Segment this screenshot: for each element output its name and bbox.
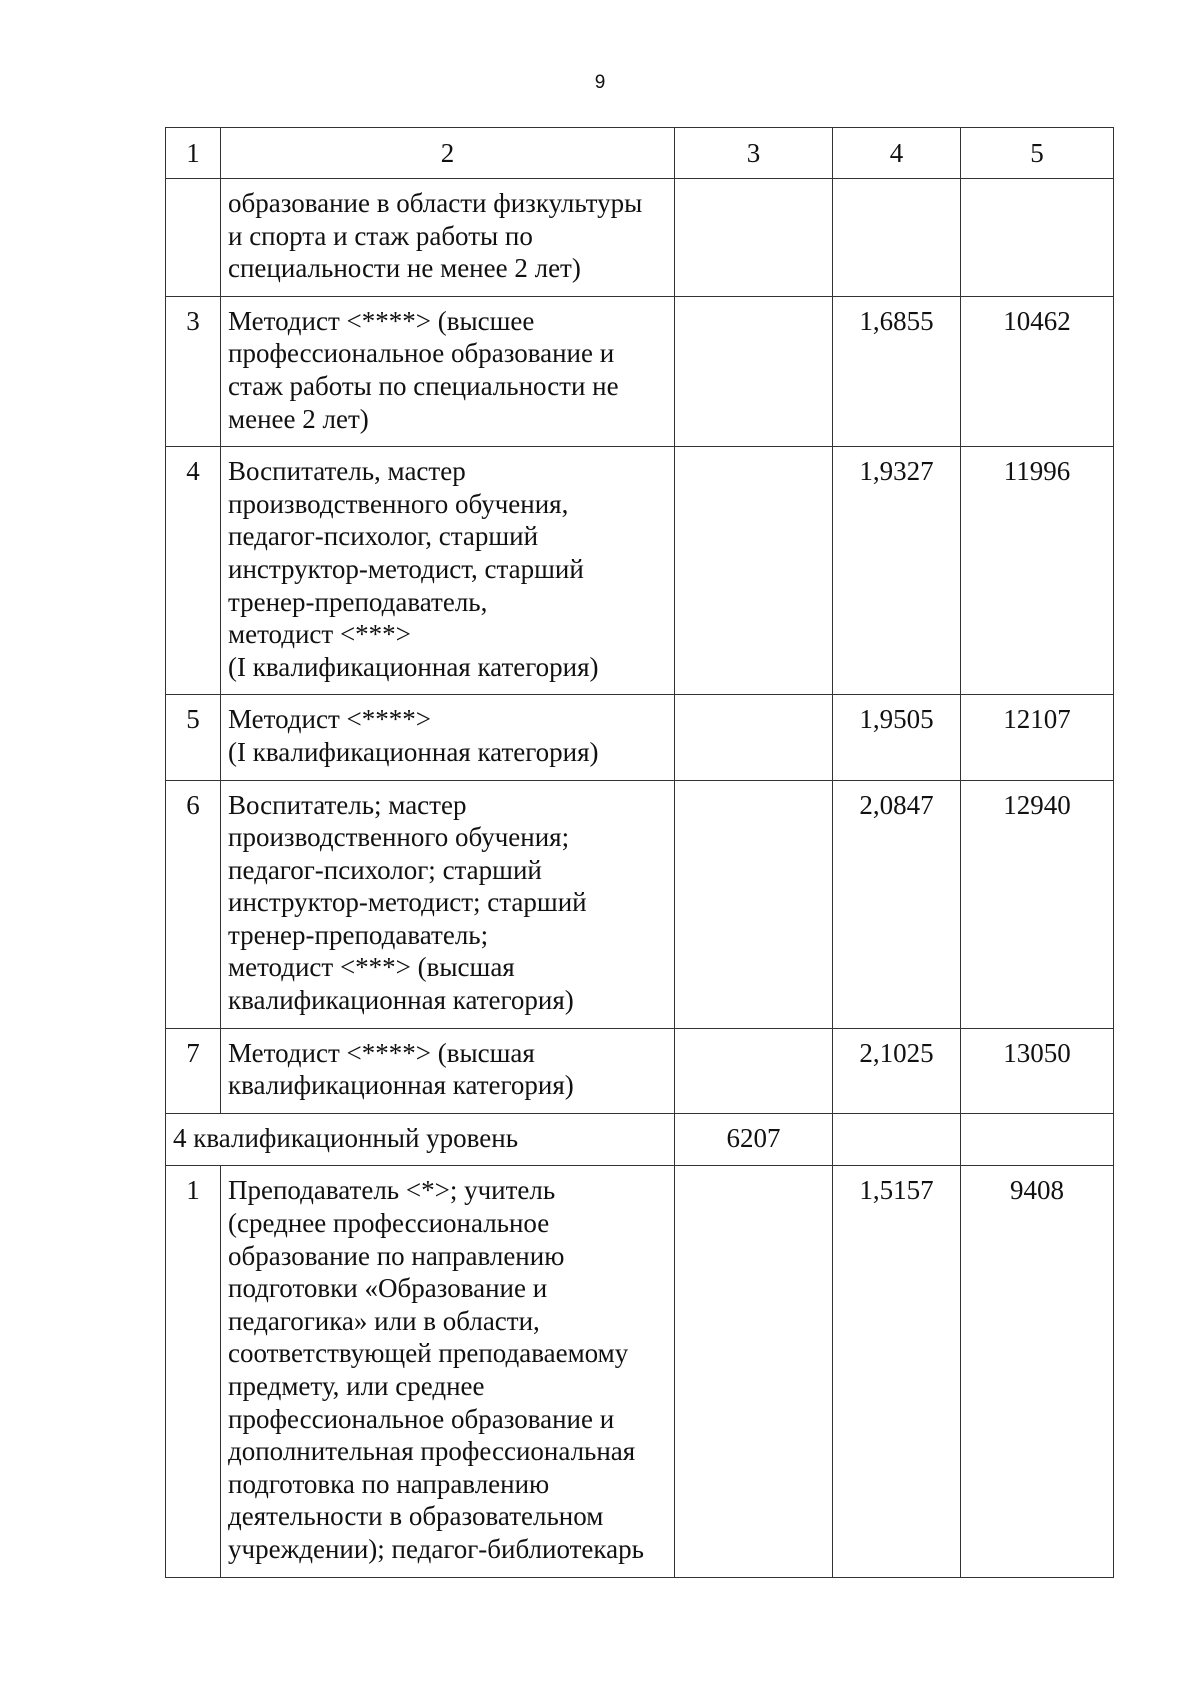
- column-header-2: 2: [221, 128, 675, 179]
- coefficient-cell: 2,1025: [833, 1028, 961, 1113]
- position-description-cell: образование в области физкультуры и спорта и стаж работы по специальности не менее 2 лет): [221, 179, 675, 297]
- row-number-cell: 5: [166, 695, 221, 780]
- column-header-3: 3: [675, 128, 833, 179]
- page-number: 9: [594, 72, 606, 93]
- row-number-cell: 3: [166, 296, 221, 446]
- position-description-cell: Воспитатель; мастер производственного обучения; педагог-психолог; старший инструктор-методист; старший тренер-преподаватель; методист <***> (высшая квалификационная категория): [221, 780, 675, 1028]
- base-salary-cell: [675, 179, 833, 297]
- base-salary-cell: [675, 1028, 833, 1113]
- salary-cell: [961, 1113, 1114, 1166]
- coefficient-cell: [833, 1113, 961, 1166]
- row-number-cell: 4: [166, 447, 221, 695]
- salary-cell: 9408: [961, 1166, 1114, 1577]
- table-row: [166, 447, 1114, 695]
- qualification-level-row: [166, 1113, 1114, 1166]
- salary-cell: 12107: [961, 695, 1114, 780]
- coefficient-cell: [833, 179, 961, 297]
- qualification-level-label: 4 квалификационный уровень: [166, 1113, 675, 1166]
- table-row: [166, 1166, 1114, 1577]
- base-salary-cell: [675, 1166, 833, 1577]
- row-number-cell: 7: [166, 1028, 221, 1113]
- base-salary-cell: [675, 695, 833, 780]
- position-description-cell: Методист <****> (высшее профессиональное образование и стаж работы по специальности не менее 2 лет): [221, 296, 675, 446]
- table-row-continuation: [166, 179, 1114, 297]
- coefficient-cell: 2,0847: [833, 780, 961, 1028]
- coefficient-cell: 1,9327: [833, 447, 961, 695]
- base-salary-cell: [675, 780, 833, 1028]
- position-description-cell: Преподаватель <*>; учитель (среднее профессиональное образование по направлению подготовки «Образование и педагогика» или в области, соответствующей преподаваемому предмету, или среднее профессиональное образование и дополнительная профессиональная подготовка по направлению деятельности в образовательном учреждении); педагог-библиотекарь: [221, 1166, 675, 1577]
- column-header-4: 4: [833, 128, 961, 179]
- table-row: [166, 296, 1114, 446]
- position-description-cell: Методист <****> (I квалификационная категория): [221, 695, 675, 780]
- salary-cell: [961, 179, 1114, 297]
- table-row: [166, 695, 1114, 780]
- base-salary-cell: [675, 296, 833, 446]
- table-row: [166, 780, 1114, 1028]
- level-base-salary-cell: 6207: [675, 1113, 833, 1166]
- table-row: [166, 1028, 1114, 1113]
- salary-table: [165, 127, 1114, 1578]
- salary-cell: 12940: [961, 780, 1114, 1028]
- coefficient-cell: 1,5157: [833, 1166, 961, 1577]
- coefficient-cell: 1,6855: [833, 296, 961, 446]
- coefficient-cell: 1,9505: [833, 695, 961, 780]
- table-header-row: [166, 128, 1114, 179]
- row-number-cell: 6: [166, 780, 221, 1028]
- base-salary-cell: [675, 447, 833, 695]
- column-header-1: 1: [166, 128, 221, 179]
- column-header-5: 5: [961, 128, 1114, 179]
- salary-cell: 10462: [961, 296, 1114, 446]
- row-number-cell: 1: [166, 1166, 221, 1577]
- row-number-cell: [166, 179, 221, 297]
- position-description-cell: Методист <****> (высшая квалификационная категория): [221, 1028, 675, 1113]
- salary-cell: 13050: [961, 1028, 1114, 1113]
- position-description-cell: Воспитатель, мастер производственного обучения, педагог-психолог, старший инструктор-методист, старший тренер-преподаватель, методист <***> (I квалификационная категория): [221, 447, 675, 695]
- salary-cell: 11996: [961, 447, 1114, 695]
